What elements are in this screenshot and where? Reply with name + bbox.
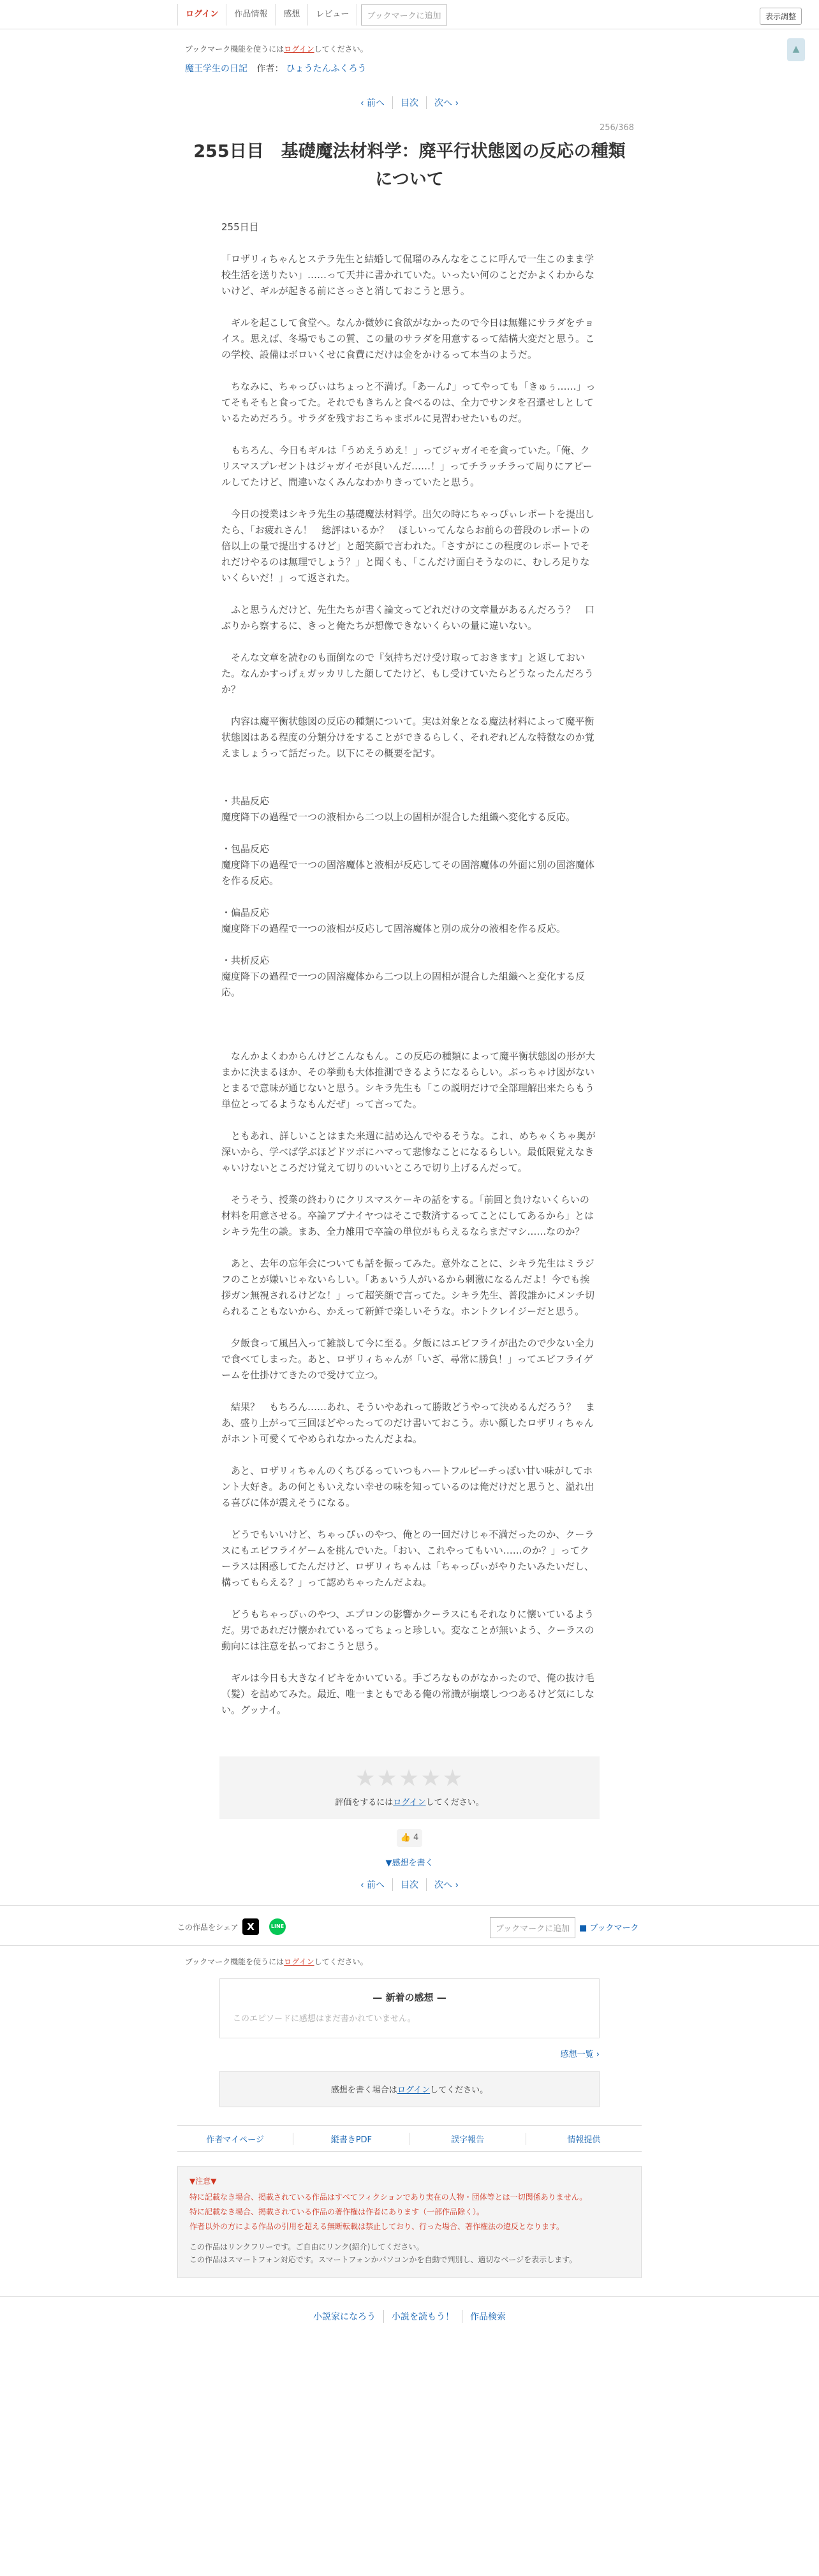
main-column [185,29,634,194]
impressions-list-link[interactable]: 感想一覧 › [560,2050,600,2059]
body-paragraph [221,1511,598,1527]
body-paragraph [221,1383,598,1399]
share-bar [0,1905,819,1946]
top-nav [177,4,447,26]
body-paragraph: ともあれ、詳しいことはまた来週に詰め込んでやるそうな。これ、めちゃくちゃ奥が深いから、学べば学ぶほどドツボにハマって悲惨なことになるらしい。最低限覚えなきゃいけないところだけ覚えて切りのいいところで切り上げるんだって。 [221,1130,596,1174]
body-paragraph: あと、去年の忘年会についても話を振ってみた。意外なことに、シキラ先生はミラジフのことが嫌いじゃないらしい。「あぁいう人がいるから刺激になるんだよ！今でも挨拶ガン無視されるけどな！」って超笑顔で言ってた。シキラ先生、普段誰かにメンチ切られることもないから、かえって新鮮で楽しいそうな。ホントクレイジーだと思う。 [221,1258,595,1317]
impressions-link[interactable]: 感想 [276,4,308,26]
body-paragraph: ちなみに、ちゃっぴぃはちょっと不満げ。「あーん♪」ってやっても「きゅぅ……」ってそもそもと食ってた。それでもきちんと食べるのは、全力でサンタを召還せしとしているためだろう。サラダを残すおこちゃまボルに見習わせたいものだ。 [221,381,596,424]
work-info-link[interactable]: 作品情報 [226,4,276,26]
body-paragraph [221,634,598,650]
body-paragraph: ・包晶反応 [221,843,270,855]
author-info: 作者： ひょうたんふくろう [256,64,367,74]
impression-login-link[interactable]: ログイン [397,2086,431,2095]
body-paragraph: 魔度降下の過程で一つの液相が反応して固溶魔体と別の成分の液相を作る反応。 [221,923,566,934]
body-paragraph: 魔度降下の過程で一つの固溶魔体から二つ以上の固相が混合した組織へと変化する反応。 [221,971,586,998]
body-paragraph [221,586,598,602]
body-paragraph: あと、ロザリィちゃんのくちびるっていつもハートフルピーチっぽい甘い味がしてホント大好き。あの何ともいえない幸せの味を知っているのは俺だけだと思うと、溢れ出る喜びに体が震えそうになる。 [221,1465,594,1508]
series-title-link[interactable]: 魔王学生の日記 [185,64,247,74]
body-paragraph [221,427,598,443]
body-paragraph [221,937,598,953]
line-share-icon[interactable]: LINE [269,1918,286,1935]
body-paragraph: ・共晶反応 [221,795,270,807]
site-link-yomou[interactable]: 小説を読もう！ [384,2310,462,2323]
bookmark-login-notice: ブックマーク機能を使うにはログインしてください。 [185,45,368,54]
novel-body [221,219,598,1718]
good-count: 4 [413,1833,419,1843]
body-paragraph [221,1320,598,1336]
x-share-icon[interactable]: X [242,1918,259,1935]
caution-red-text: 特に記載なき場合、掲載されている作品はすべてフィクションであり実在の人物・団体等とは一切関係ありません。 特に記載なき場合、掲載されている作品の著作権は作者にあります（一部作品除く）。 作者以外の方による作品の引用を超える無断転載は禁止しており、行った場合、著作権法の違反となります。 [189,2193,587,2231]
rating-box [219,1756,600,1819]
body-paragraph [221,235,598,251]
body-paragraph [221,299,598,315]
episode-counter: 256/368 [599,123,634,133]
footer-links [177,2125,642,2152]
new-impressions-heading: — 新着の感想 — [373,1992,446,2003]
notice-login-link[interactable]: ログイン [284,45,314,54]
body-paragraph: 魔度降下の過程で一つの液相から二つ以上の固相が混合した組織へ変化する反応。 [221,811,576,823]
caution-gray-text: この作品はリンクフリーです。ご自由にリンク(紹介)してください。 この作品はスマートフォン対応です。スマートフォンかパソコンかを自動で判別し、適切なページを表示します。 [189,2242,577,2264]
next-link-bottom[interactable]: 次へ › [434,1880,459,1890]
impression-login-box: 感想を書く場合はログインしてください。 [219,2071,600,2107]
body-paragraph: ・偏晶反応 [221,907,270,918]
body-paragraph [221,698,598,714]
series-line [185,62,634,75]
new-impressions-box [219,1978,600,2038]
notice2-login-link[interactable]: ログイン [284,1957,314,1966]
body-paragraph [221,1176,598,1192]
typo-report-link[interactable]: 誤字報告 [410,2133,526,2145]
author-link[interactable]: ひょうたんふくろう [286,64,367,74]
info-provide-link[interactable]: 情報提供 [567,2135,601,2145]
body-paragraph [221,1017,598,1033]
scroll-top-icon[interactable]: ▲ [787,38,805,61]
body-paragraph: もちろん、今日もギルは「うめえうめえ！」ってジャガイモを貪っていた。「俺、クリスマスプレゼントはジャガイモが良いんだ……！」ってチラッチラって周りにアピールしてたけど、間違いなくみんなわかりきっていたと思う。 [221,445,593,488]
impression-section [185,1946,634,1967]
display-settings-button[interactable]: 表示調整 [760,8,802,25]
rating-login-link[interactable]: ログイン [393,1798,426,1807]
body-paragraph [221,1591,598,1607]
pager-top [185,96,634,109]
body-paragraph: 「ロザリィちゃんとステラ先生と結婚して侃瑠のみんなをここに呼んで一生このまま学校生活を送りたい」……って天井に書かれていた。いったい何のことだかよくわからないけど、ギルが起きる前にさっさと消しておこうと思う。 [221,253,595,297]
body-paragraph [221,889,598,905]
body-paragraph [221,1447,598,1463]
rating-login-notice: 評価をするにはログインしてください。 [335,1798,484,1807]
review-link[interactable]: レビュー [308,4,357,26]
body-paragraph: 夕飯食って風呂入って雑談して今に至る。夕飯にはエビフライが出たので少ない全力で食べてしまった。あと、ロザリィちゃんが「いざ、尋常に勝負！」ってエビフライゲームを仕掛けてきたので受けて立つ。 [221,1337,594,1381]
body-paragraph [221,363,598,379]
body-paragraph: 255日目 [221,221,259,233]
author-mypage-link[interactable]: 作者マイページ [177,2133,293,2145]
bookmark-link[interactable]: ■ ブックマーク [579,1924,639,1933]
no-impressions-text: このエピソードに感想はまだ書かれていません。 [233,2014,416,2024]
body-paragraph: そんな文章を読むのも面倒なので『気持ちだけ受け取っておきます』と返しておいた。なんかすっげぇガッカリした顔してたけど、もし受けていたらどうなったんだろうか？ [221,652,594,695]
body-paragraph: 今日の授業はシキラ先生の基礎魔法材料学。出欠の時にちゃっぴぃレポートを提出したら、「お疲れさん！ 総評はいるか？ ほしいってんならお前らの普段のレポートの倍以上の量で提出するけど」と超笑顔で言われた。「さすがにこの程度のレポートでそれだけやるのは無理でしょう？」と聞くも、「こんだけ面白そうなのに、むしろ足りないくらいだ！」って返された。 [221,508,595,584]
body-paragraph [221,1654,598,1670]
body-paragraph: 結果？ もちろん……あれ、そういやあれって勝敗どうやって決めるんだろう？ まあ、盛り上がって三回ほどやったってのだけ書いておこう。赤い顔したロザリィちゃんがホント可愛くてやめられなかったんだよね。 [221,1401,595,1445]
thumbs-up-icon: 👍 [400,1833,411,1843]
body-paragraph: どうもちゃっぴぃのやつ、エプロンの影響かクーラスにもそれなりに懐いているようだ。男であれだけ懐かれているってちょっと珍しい。変なことが無いよう、クーラスの動向には注意を払っておこうと思う。 [221,1608,594,1652]
chapter-title: 255日目 基礎魔法材料学：廃平行状態図の反応の種類について [193,142,626,189]
write-impression-link[interactable]: ▼感想を書く [385,1858,434,1868]
add-bookmark-button-bottom[interactable]: ブックマークに追加 [490,1917,575,1938]
good-button[interactable] [397,1829,422,1847]
toc-link-bottom[interactable]: 目次 [393,1878,427,1891]
bookmark-login-notice-2: ブックマーク機能を使うにはログインしてください。 [185,1957,368,1966]
body-paragraph [221,825,598,841]
body-paragraph: どうでもいいけど、ちゃっぴぃのやつ、俺との一回だけじゃ不満だったのか、クーラスにもエビフライゲームを挑んでいた。「おい、これやってもいい……のか？」ってクーラスは困惑してたんだけど、ロザリィちゃんは「ちゃっぴぃがやりたいみたいだし、構ってもらえる？」って認めちゃったんだよね。 [221,1529,594,1588]
login-link[interactable]: ログイン [178,4,226,26]
caution-box [177,2166,642,2278]
next-link[interactable]: 次へ › [434,98,459,108]
vertical-pdf-link[interactable]: 縦書きPDF [293,2133,410,2145]
body-paragraph: なんかよくわからんけどこんなもん。この反応の種類によって魔平衡状態図の形が大まかに決まるほか、その挙動も大体推測できるようになるらしい。ぶっちゃけ図がないとまるで意味が通じないと思う。シキラ先生も「この説明だけで全部理解出来たらもう単位とってるようなもんだぜ」って言ってた。 [221,1050,595,1110]
body-paragraph: ギルは今日も大きなイビキをかいている。手ごろなものがなかったので、俺の抜け毛（髪）を詰めてみた。最近、唯一まともである俺の常識が崩壊しつつあるけど気にしない。グッナイ。 [221,1672,595,1716]
prev-link-bottom[interactable]: ‹ 前へ [353,1878,393,1891]
body-paragraph [221,762,598,777]
body-paragraph [221,1112,598,1128]
body-paragraph: そうそう、授業の終わりにクリスマスケーキの話をする。「前回と負けないくらいの材料を用意させる。卒論アブナイヤつはそこで数済するってことにしてあるから」とはシキラ先生の談。まあ、全力雑用で卒論の単位がもらえるならまだマシ……なのか？ [221,1194,594,1237]
body-paragraph [221,1033,598,1049]
body-paragraph: ギルを起こして食堂へ。なんか微妙に食欲がなかったので今日は無難にサラダをチョイス。思えば、冬場でもこの質、この量のサラダを用意するって結構大変だと思う。この学校、設備はボロいくせに食費にだけは金をかけるって本当のようだ。 [221,317,595,360]
rating-stars[interactable]: ★★★★★ [355,1765,464,1792]
add-bookmark-button[interactable]: ブックマークに追加 [361,4,446,26]
caution-header: ▼注意▼ [189,2177,217,2186]
site-footer [0,2296,819,2336]
pager-bottom [0,1878,819,1891]
body-paragraph [221,1240,598,1256]
body-paragraph: ・共析反応 [221,955,270,966]
body-paragraph [221,1001,598,1017]
site-link-narou[interactable]: 小説家になろう [306,2310,384,2323]
body-paragraph [221,777,598,793]
prev-link[interactable]: ‹ 前へ [353,96,393,109]
body-paragraph: ふと思うんだけど、先生たちが書く論文ってどれだけの文章量があるんだろう？ 口ぶりから察するに、きっと俺たちが想像できないくらいの量に違いない。 [221,604,595,631]
toc-link[interactable]: 目次 [393,96,427,109]
body-paragraph: 魔度降下の過程で一つの固溶魔体と液相が反応してその固溶魔体の外面に別の固溶魔体を作る反応。 [221,859,595,887]
share-label: この作品をシェア [177,1923,239,1932]
body-paragraph: 内容は魔平衡状態図の反応の種類について。実は対象となる魔法材料によって魔平衡状態図はある程度の分類分けをすることができるらしく、それぞれどんな特徴なのか覚えましょうって話だった。以下にその概要を記す。 [221,716,594,759]
site-link-search[interactable]: 作品検索 [470,2311,506,2322]
body-paragraph [221,490,598,506]
